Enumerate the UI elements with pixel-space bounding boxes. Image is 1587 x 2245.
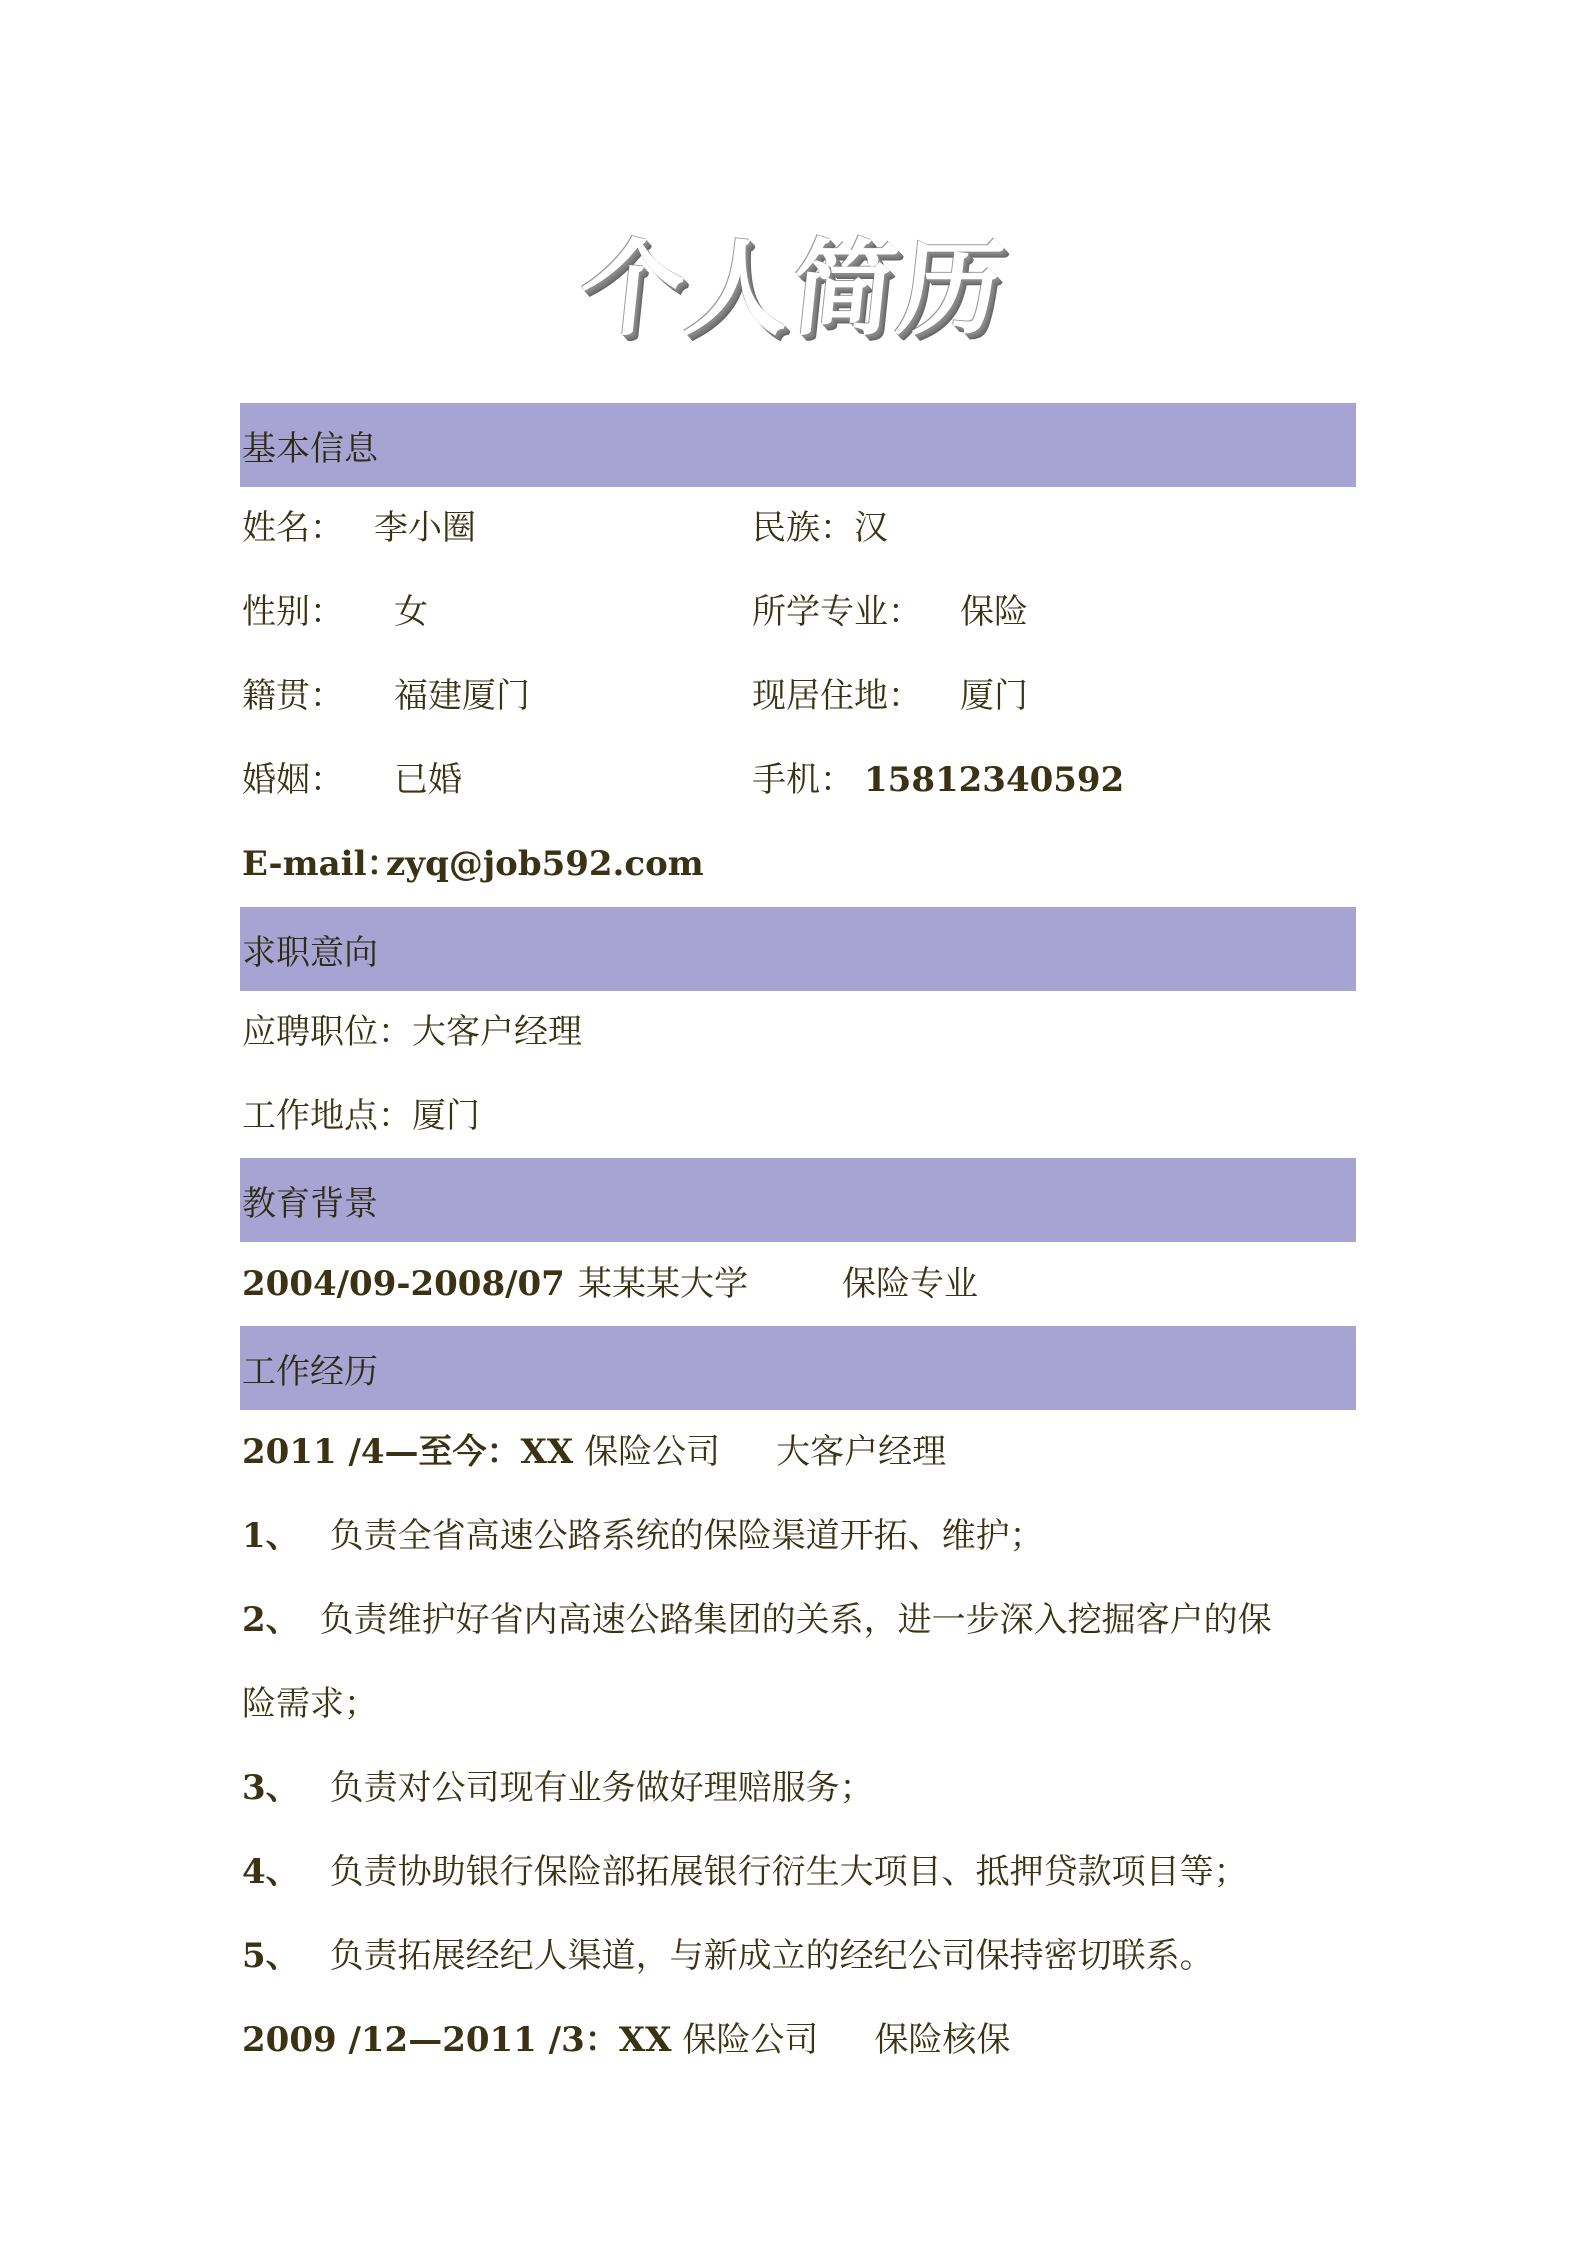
- education-school: 某某某大学: [578, 1264, 748, 1304]
- section-header-job-intent: 求职意向: [240, 907, 1356, 991]
- email-label: E-mail：: [242, 844, 401, 884]
- duty-item: [242, 1936, 1214, 1976]
- duty-text: 负责全省高速公路系统的保险渠道开拓、维护；: [329, 1516, 1044, 1556]
- gender-value: 女: [394, 592, 428, 632]
- origin-value: 福建厦门: [394, 676, 530, 716]
- marital-value: 已婚: [394, 760, 462, 800]
- job2-title: 保险核保: [874, 2020, 1011, 2060]
- job2-company-prefix: XX: [618, 2020, 672, 2060]
- job2-company: 保险公司: [682, 2020, 819, 2060]
- intent-position: 应聘职位：大客户经理: [242, 1012, 582, 1052]
- education-major: 保险专业: [842, 1264, 978, 1304]
- ethnicity-field: 民族：汉: [752, 508, 888, 548]
- name-value: 李小圈: [374, 508, 476, 548]
- job2-header: [242, 2020, 1011, 2060]
- section-header-work-experience: 工作经历: [240, 1326, 1356, 1410]
- name-label: 姓名：: [242, 508, 344, 548]
- job1-period: 2011 /4—至今：: [242, 1432, 521, 1472]
- duty-item: [242, 1768, 874, 1808]
- job1-company: 保险公司: [584, 1432, 721, 1472]
- job1-header: [242, 1432, 947, 1472]
- phone-label: 手机：: [752, 760, 854, 800]
- duty-number: 2、: [242, 1600, 300, 1640]
- section-header-education: 教育背景: [240, 1158, 1356, 1242]
- duty-text: 负责对公司现有业务做好理赔服务；: [329, 1768, 874, 1808]
- duty-number: 3、: [242, 1768, 300, 1808]
- duty-item: [242, 1516, 1044, 1556]
- duty-number: 5、: [242, 1936, 300, 1976]
- marital-label: 婚姻：: [242, 760, 344, 800]
- duty-text: 负责拓展经纪人渠道，与新成立的经纪公司保持密切联系。: [329, 1936, 1214, 1976]
- resume-title: 个人简历: [574, 227, 1012, 350]
- phone-value: 15812340592: [864, 760, 1125, 800]
- job1-company-prefix: XX: [520, 1432, 574, 1472]
- duty-item: [242, 1600, 1272, 1640]
- duty-text: 负责维护好省内高速公路集团的关系，进一步深入挖掘客户的保: [319, 1600, 1272, 1640]
- origin-label: 籍贯：: [242, 676, 344, 716]
- major-label: 所学专业：: [752, 592, 922, 632]
- duty-item: [242, 1852, 1248, 1892]
- job1-title: 大客户经理: [776, 1432, 947, 1472]
- intent-location: 工作地点：厦门: [242, 1096, 480, 1136]
- residence-label: 现居住地：: [752, 676, 922, 716]
- duty-text: 负责协助银行保险部拓展银行衍生大项目、抵押贷款项目等；: [329, 1852, 1248, 1892]
- email-value: zyq@job592.com: [386, 844, 704, 884]
- duty-number: 4、: [242, 1852, 300, 1892]
- duty-text: 险需求；: [242, 1684, 378, 1724]
- duty-number: 1、: [242, 1516, 300, 1556]
- education-period: 2004/09-2008/07: [242, 1264, 565, 1304]
- gender-label: 性别：: [242, 592, 344, 632]
- section-header-basic-info: 基本信息: [240, 403, 1356, 487]
- duty-item-continued: [242, 1684, 378, 1724]
- major-value: 保险: [960, 592, 1028, 632]
- job2-period: 2009 /12—2011 /3：: [242, 2020, 619, 2060]
- residence-value: 厦门: [960, 676, 1028, 716]
